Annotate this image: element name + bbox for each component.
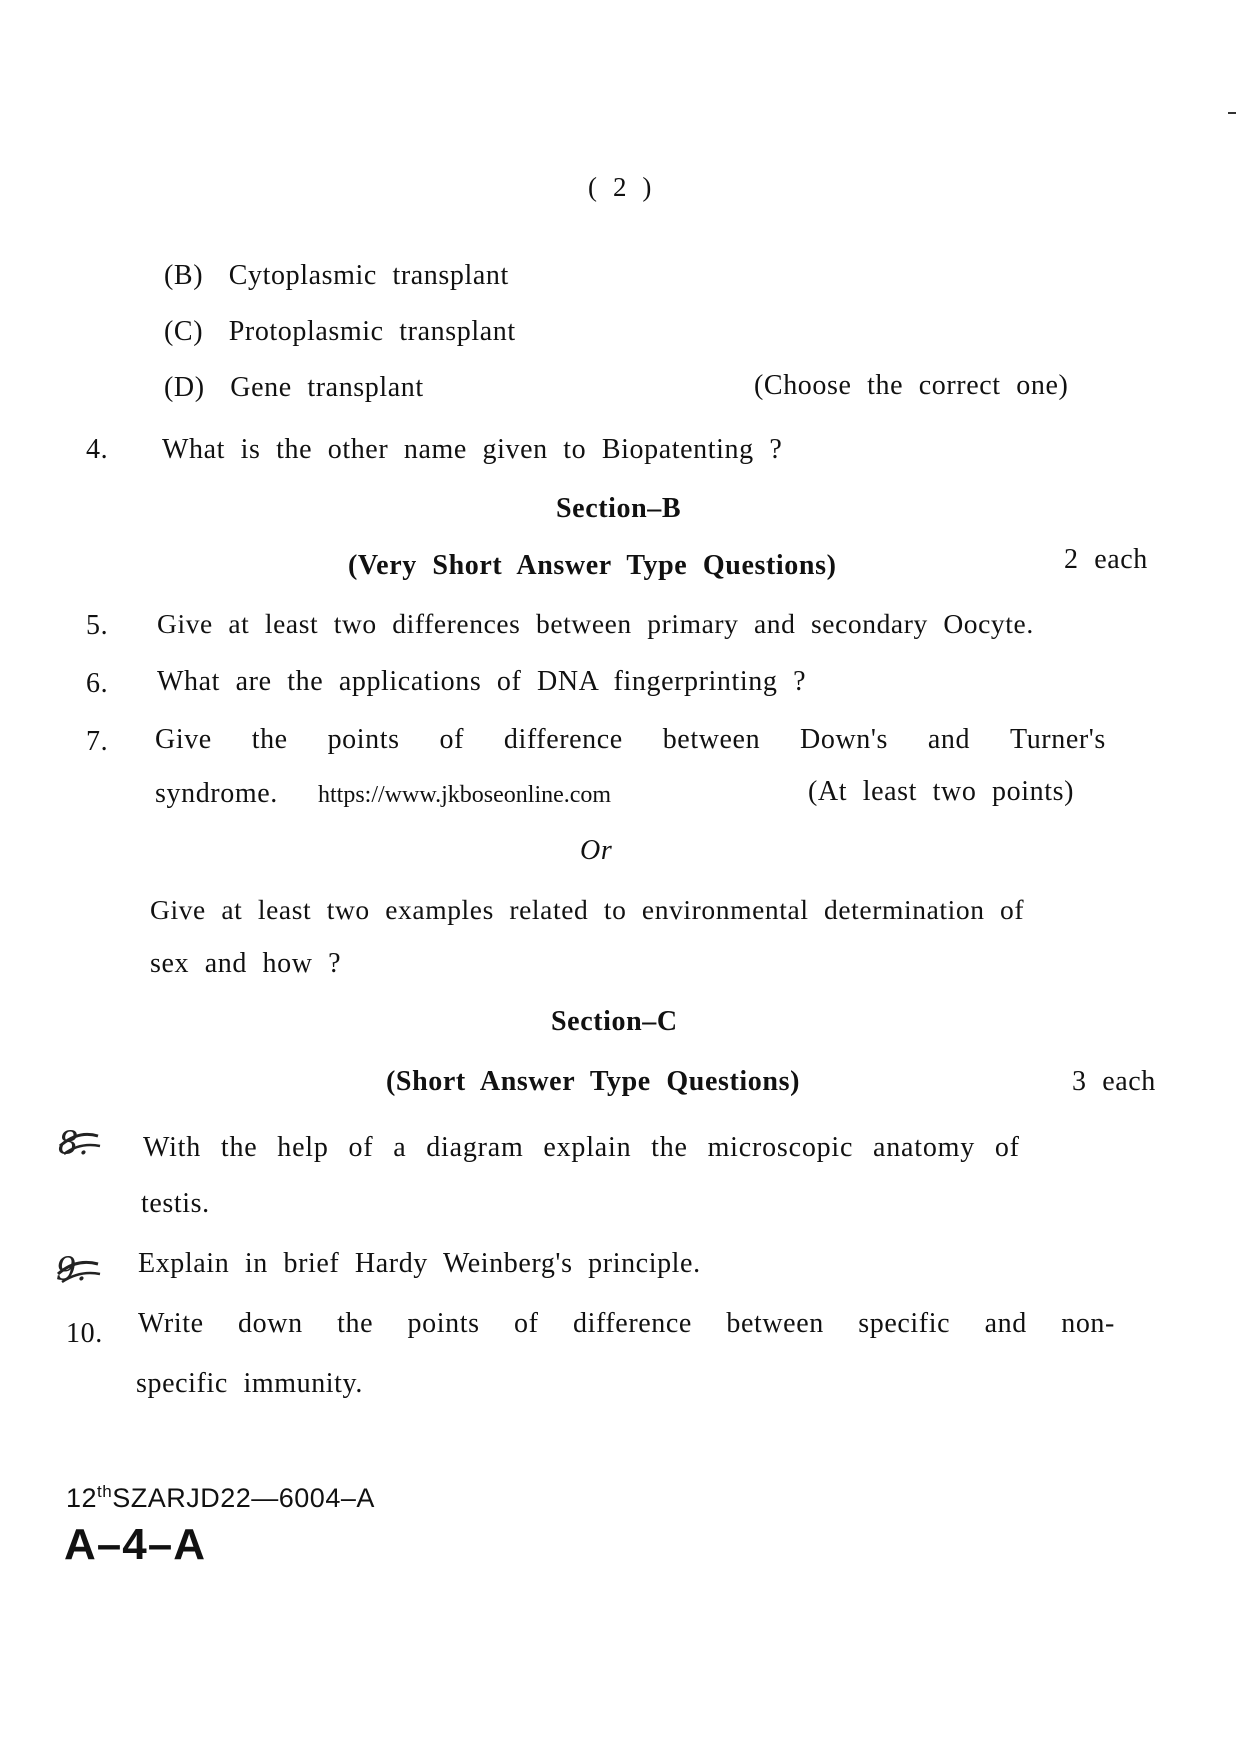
section-b-marks: 2 each — [1064, 544, 1148, 575]
section-c-marks: 3 each — [1072, 1066, 1156, 1097]
word: points — [327, 724, 400, 755]
word: points — [407, 1308, 480, 1339]
code-superscript: th — [97, 1482, 113, 1501]
question-7-line2: syndrome. — [155, 778, 278, 809]
option-d — [164, 372, 424, 404]
section-c-subtitle: (Short Answer Type Questions) — [386, 1066, 800, 1097]
option-text: Gene transplant — [230, 372, 424, 403]
section-b-title: Section–B — [556, 493, 682, 524]
choose-instruction: (Choose the correct one) — [754, 370, 1069, 401]
word: of — [514, 1308, 539, 1339]
question-7-alt-line2: sex and how ? — [150, 948, 342, 979]
word: Turner's — [1009, 724, 1106, 755]
question-8-number — [58, 1124, 104, 1164]
strike-mark — [58, 1124, 104, 1164]
paper-code — [66, 1482, 375, 1514]
option-letter: (D) — [164, 372, 205, 403]
question-7-note: (At least two points) — [808, 776, 1075, 807]
word: down — [238, 1308, 303, 1339]
option-letter: (C) — [164, 316, 204, 347]
option-c — [164, 316, 516, 348]
word: specific — [858, 1308, 951, 1339]
question-number: 9. — [56, 1250, 87, 1288]
question-5-text: Give at least two differences between primary and secondary Oocyte. — [157, 608, 1034, 639]
question-8-line2: testis. — [141, 1188, 210, 1219]
question-4-number: 4. — [86, 434, 109, 465]
word: Down's — [800, 724, 889, 755]
question-9-text: Explain in brief Hardy Weinberg's principle. — [138, 1248, 701, 1279]
question-10-number: 10. — [66, 1318, 103, 1349]
option-text: Cytoplasmic transplant — [228, 260, 509, 291]
paper-series: A–4–A — [64, 1520, 206, 1569]
question-6-number: 6. — [86, 668, 109, 699]
question-8-line1: With the help of a diagram explain the microscopic anatomy of — [143, 1132, 1020, 1163]
word: of — [439, 724, 465, 755]
word: Give — [155, 724, 212, 755]
word: and — [984, 1308, 1027, 1339]
or-label: Or — [580, 835, 613, 866]
option-text: Protoplasmic transplant — [228, 316, 516, 347]
question-7-number: 7. — [86, 726, 109, 757]
page-number: ( 2 ) — [588, 172, 652, 202]
code-rest: SZARJD22—6004–A — [112, 1483, 375, 1513]
word: between — [726, 1308, 824, 1339]
question-5-number: 5. — [86, 610, 109, 641]
option-b — [164, 260, 509, 292]
question-7-alt-line1: Give at least two examples related to environmental determination of — [150, 894, 1025, 925]
word: difference — [503, 724, 623, 755]
option-letter: (B) — [164, 260, 204, 291]
word: and — [927, 724, 971, 755]
word: the — [251, 724, 288, 755]
code-prefix: 12 — [66, 1483, 98, 1513]
word: Write — [138, 1308, 204, 1339]
word: non- — [1061, 1308, 1115, 1339]
word: the — [337, 1308, 374, 1339]
question-10-line1 — [138, 1308, 1115, 1340]
question-10-line2: specific immunity. — [136, 1368, 363, 1399]
question-6-text: What are the applications of DNA fingerprinting ? — [157, 666, 807, 697]
word: difference — [572, 1308, 692, 1339]
question-number: 8. — [58, 1124, 89, 1162]
section-b-subtitle: (Very Short Answer Type Questions) — [348, 550, 837, 581]
question-4-text: What is the other name given to Biopatenting ? — [162, 434, 783, 465]
strike-mark — [56, 1250, 102, 1290]
question-9-number — [56, 1250, 102, 1290]
edge-mark — [1228, 112, 1236, 114]
section-c-title: Section–C — [551, 1006, 678, 1037]
source-url: https://www.jkboseonline.com — [318, 782, 612, 808]
word: between — [662, 724, 761, 755]
question-7-line1 — [155, 724, 1106, 756]
